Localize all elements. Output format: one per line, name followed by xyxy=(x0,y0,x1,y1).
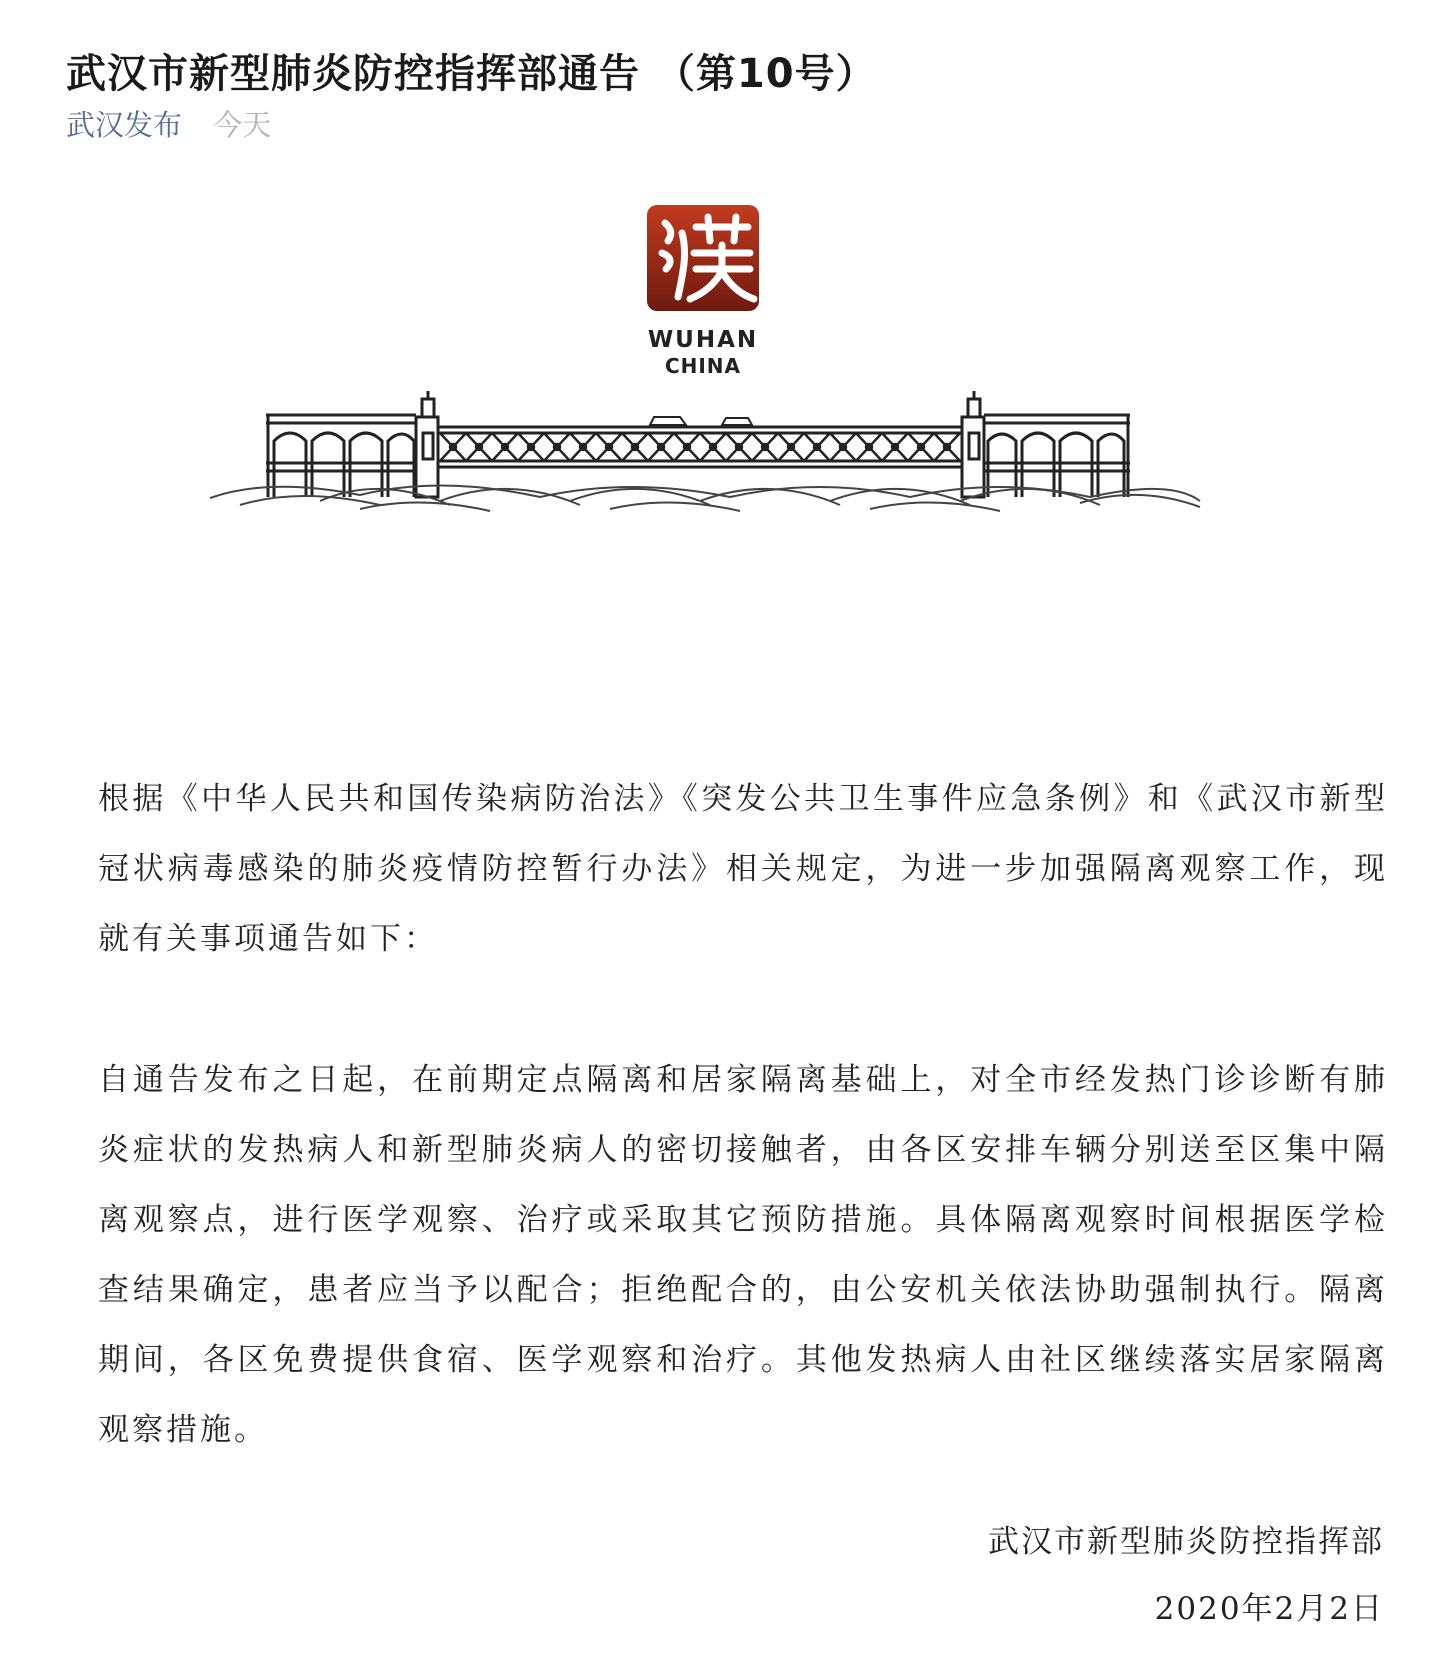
signature-organization: 武汉市新型肺炎防控指挥部 xyxy=(988,1524,1384,1560)
publish-time: 今天 xyxy=(213,108,272,142)
notice-paragraph-2: 自通告发布之日起，在前期定点隔离和居家隔离基础上，对全市经发热门诊诊断有肺炎症状的发热病人和新型肺炎病人的密切接触者，由各区安排车辆分别送至区集中隔离观察点，进行医学观察、治疗或采取其它预防措施。具体隔离观察时间根据医学检查结果确定，患者应当予以配合；拒绝配合的，由公安机关依法协助强制执行。隔离期间，各区免费提供食宿、医学观察和治疗。其他发热病人由社区继续落实居家隔离观察措施。 xyxy=(98,1062,1388,1448)
logo-text-wuhan: WUHAN xyxy=(647,327,759,353)
article-meta xyxy=(66,100,271,150)
wuhan-seal-logo-icon xyxy=(647,205,759,311)
logo-text-china: CHINA xyxy=(664,354,742,378)
river-waves-icon xyxy=(210,485,1200,511)
article-title: 武汉市新型肺炎防控指挥部通告 （第10号） xyxy=(66,50,877,97)
wuhan-banner-image xyxy=(210,205,1290,575)
author-link[interactable]: 武汉发布 xyxy=(66,108,183,142)
signature-date: 2020年2月2日 xyxy=(1154,1591,1384,1627)
yangtze-river-bridge-icon xyxy=(266,391,1130,497)
notice-paragraph-1: 根据《中华人民共和国传染病防治法》《突发公共卫生事件应急条例》和《武汉市新型冠状病毒感染的肺炎疫情防控暂行办法》相关规定，为进一步加强隔离观察工作，现就有关事项通告如下： xyxy=(98,781,1388,957)
